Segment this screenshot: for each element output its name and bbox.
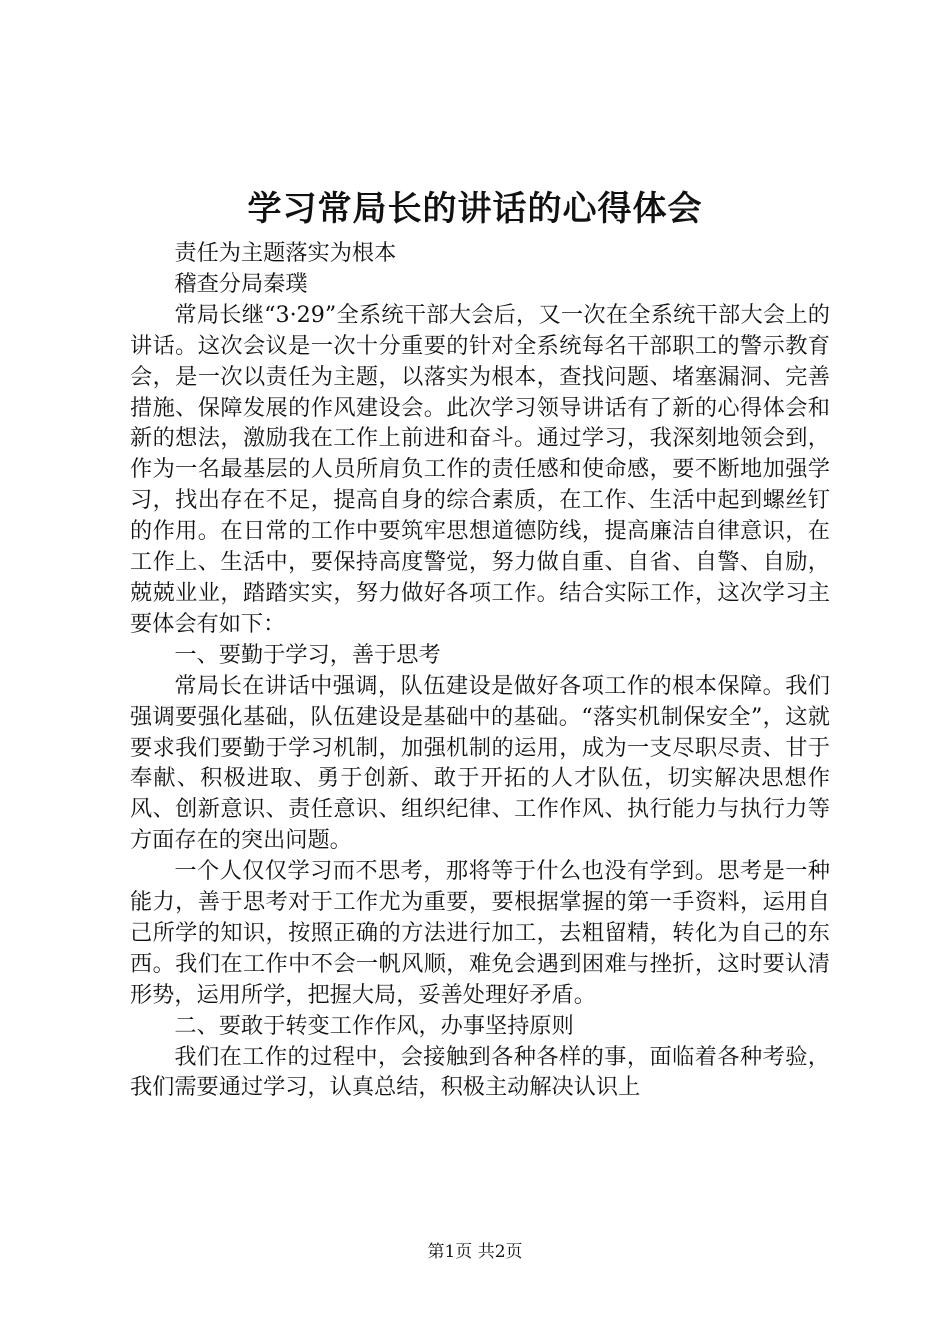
section-heading: 一、要勤于学习，善于思考 [174,641,441,668]
paragraph: 一个人仅仅学习而不思考，那将等于什么也没有学到。思考是一种能力，善于思考对于工作尤为重要，要根据掌握的第一手资料，运用自己所学的知识，按照正确的方法进行加工，去粗留精，转化为自己的东西。我们在工作中不会一帆风顺，难免会遇到困难与挫折，这时要认清形势，运用所学，把握大局，妥善处理好矛盾。 [130,858,830,1008]
document-subtitle: 责任为主题落实为根本 [174,240,397,266]
section-heading: 二、要敢于转变工作作风，办事坚持原则 [174,1012,574,1039]
page-footer: 第1页 共2页 [427,1242,523,1262]
document-author: 稽查分局秦璞 [174,270,308,297]
paragraph: 常局长在讲话中强调，队伍建设是做好各项工作的根本保障。我们强调要强化基础，队伍建设是基础中的基础。“落实机制保安全”，这就要求我们要勤于学习机制，加强机制的运用，成为一支尽职尽责、甘于奉献、积极进取、勇于创新、敢于开拓的人才队伍，切实解决思想作风、创新意识、责任意识、组织纪律、工作作风、执行能力与执行力等方面存在的突出问题。 [130,672,830,854]
document-body [130,238,830,1103]
document-title: 学习常局长的讲话的心得体会 [247,189,703,229]
paragraph: 常局长继“3·29”全系统干部大会后，又一次在全系统干部大会上的讲话。这次会议是一次十分重要的针对全系统每名干部职工的警示教育会，是一次以责任为主题，以落实为根本，查找问题、堵塞漏洞、完善措施、保障发展的作风建设会。此次学习领导讲话有了新的心得体会和新的想法，激励我在工作上前进和奋斗。通过学习，我深刻地领会到，作为一名最基层的人员所肩负工作的责任感和使命感，要不断地加强学习，找出存在不足，提高自身的综合素质，在工作、生活中起到螺丝钉的作用。在日常的工作中要筑牢思想道德防线，提高廉洁自律意识，在工作上、生活中，要保持高度警觉，努力做自重、自省、自警、自励，兢兢业业，踏踏实实，努力做好各项工作。结合实际工作，这次学习主要体会有如下： [130,301,830,637]
paragraph: 我们在工作的过程中，会接触到各种各样的事，面临着各种考验，我们需要通过学习，认真总结，积极主动解决认识上 [130,1043,830,1101]
